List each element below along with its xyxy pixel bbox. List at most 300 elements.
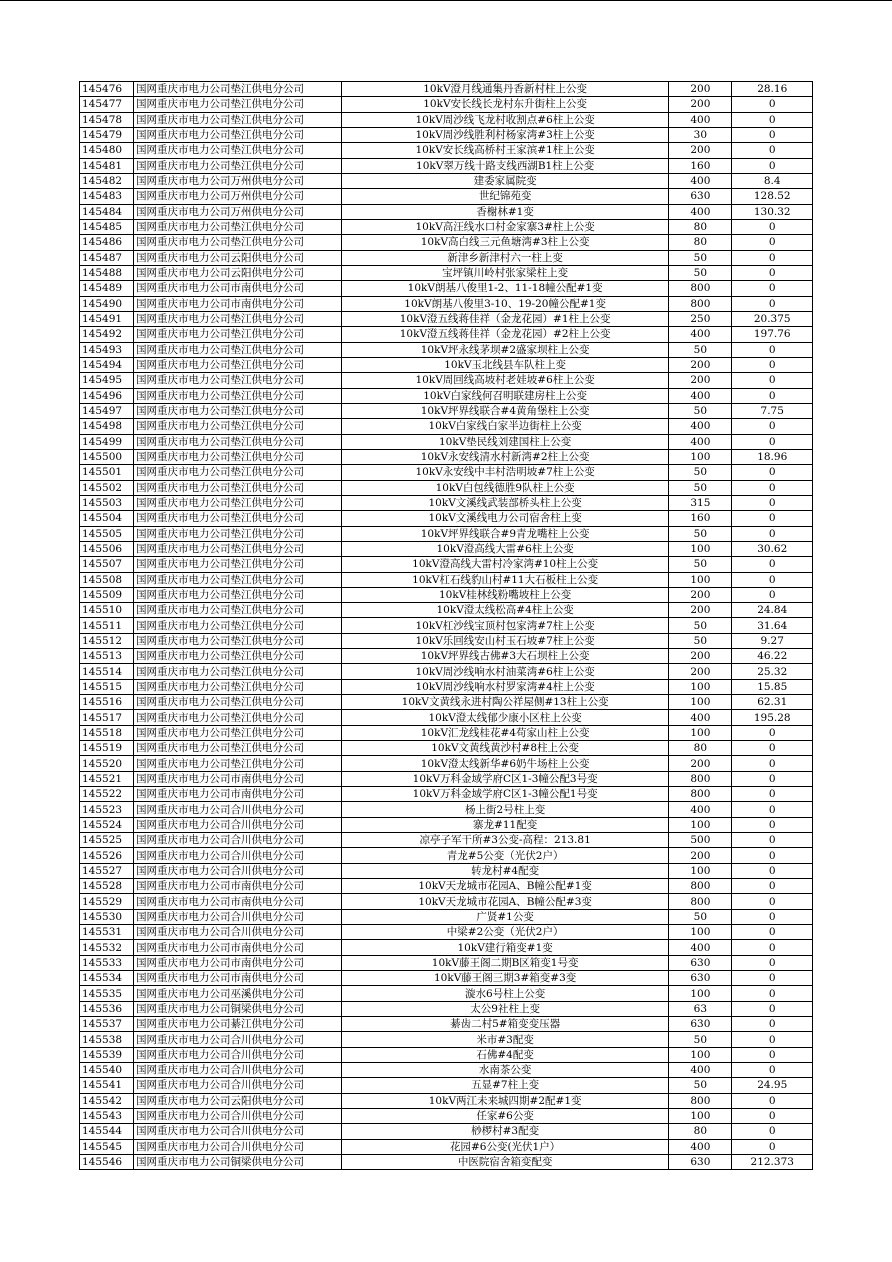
- table-row: [80, 373, 813, 388]
- capacity-cell: 160: [669, 158, 732, 173]
- company-cell: 国网重庆市电力公司垫江供电分公司: [134, 357, 342, 372]
- company-cell: 国网重庆市电力公司垫江供电分公司: [134, 725, 342, 740]
- value-cell: 0: [732, 817, 813, 832]
- capacity-cell: 200: [669, 587, 732, 602]
- transformer-name-cell: 太公9社柱上变: [342, 1001, 669, 1016]
- company-cell: 国网重庆市电力公司市南供电分公司: [134, 879, 342, 894]
- table-row: [80, 909, 813, 924]
- table-row: [80, 1093, 813, 1108]
- record-id-cell: 145480: [80, 143, 134, 158]
- table-row: [80, 1124, 813, 1139]
- table-row: [80, 894, 813, 909]
- record-id-cell: 145503: [80, 495, 134, 510]
- table-row: [80, 480, 813, 495]
- table-row: [80, 541, 813, 556]
- transformer-name-cell: 10kV白包线德胜9队柱上公变: [342, 480, 669, 495]
- table-row: [80, 143, 813, 158]
- table-row: [80, 848, 813, 863]
- record-id-cell: 145482: [80, 173, 134, 188]
- record-id-cell: 145533: [80, 955, 134, 970]
- company-cell: 国网重庆市电力公司垫江供电分公司: [134, 327, 342, 342]
- value-cell: 0: [732, 265, 813, 280]
- company-cell: 国网重庆市电力公司垫江供电分公司: [134, 633, 342, 648]
- record-id-cell: 145518: [80, 725, 134, 740]
- capacity-cell: 200: [669, 143, 732, 158]
- transformer-name-cell: 10kV澄太线新华#6奶牛场柱上公变: [342, 756, 669, 771]
- value-cell: 0: [732, 480, 813, 495]
- transformer-name-cell: 10kV文溪线武装部桥头柱上公变: [342, 495, 669, 510]
- record-id-cell: 145523: [80, 802, 134, 817]
- company-cell: 国网重庆市电力公司合川供电分公司: [134, 833, 342, 848]
- company-cell: 国网重庆市电力公司垫江供电分公司: [134, 235, 342, 250]
- company-cell: 国网重庆市电力公司铜梁供电分公司: [134, 1154, 342, 1169]
- company-cell: 国网重庆市电力公司万州供电分公司: [134, 189, 342, 204]
- value-cell: 0: [732, 1124, 813, 1139]
- record-id-cell: 145498: [80, 419, 134, 434]
- capacity-cell: 100: [669, 449, 732, 464]
- record-id-cell: 145521: [80, 771, 134, 786]
- record-id-cell: 145536: [80, 1001, 134, 1016]
- capacity-cell: 400: [669, 204, 732, 219]
- value-cell: 0: [732, 557, 813, 572]
- company-cell: 国网重庆市电力公司合川供电分公司: [134, 1108, 342, 1123]
- record-id-cell: 145515: [80, 679, 134, 694]
- company-cell: 国网重庆市电力公司垫江供电分公司: [134, 541, 342, 556]
- company-cell: 国网重庆市电力公司垫江供电分公司: [134, 572, 342, 587]
- company-cell: 国网重庆市电力公司合川供电分公司: [134, 1047, 342, 1062]
- capacity-cell: 30: [669, 127, 732, 142]
- value-cell: 0: [732, 741, 813, 756]
- value-cell: 0: [732, 771, 813, 786]
- company-cell: 国网重庆市电力公司市南供电分公司: [134, 940, 342, 955]
- value-cell: 46.22: [732, 649, 813, 664]
- record-id-cell: 145509: [80, 587, 134, 602]
- company-cell: 国网重庆市电力公司合川供电分公司: [134, 1063, 342, 1078]
- transformer-name-cell: 建委家属院变: [342, 173, 669, 188]
- record-id-cell: 145534: [80, 971, 134, 986]
- value-cell: 0: [732, 373, 813, 388]
- value-cell: 0: [732, 572, 813, 587]
- company-cell: 国网重庆市电力公司垫江供电分公司: [134, 112, 342, 127]
- transformer-name-cell: 10kV藤王阁二期B区箱变1号变: [342, 955, 669, 970]
- transformer-name-cell: 10kV翠万线十路支线西湖B1柱上公变: [342, 158, 669, 173]
- table-row: [80, 449, 813, 464]
- company-cell: 国网重庆市电力公司垫江供电分公司: [134, 649, 342, 664]
- value-cell: 20.375: [732, 311, 813, 326]
- transformer-name-cell: 10kV周沙线响水村油菜湾#6柱上公变: [342, 664, 669, 679]
- value-cell: 0: [732, 848, 813, 863]
- company-cell: 国网重庆市电力公司垫江供电分公司: [134, 756, 342, 771]
- capacity-cell: 400: [669, 327, 732, 342]
- company-cell: 国网重庆市电力公司垫江供电分公司: [134, 679, 342, 694]
- transformer-name-cell: 10kV安长线长龙村东升街柱上公变: [342, 97, 669, 112]
- capacity-cell: 200: [669, 603, 732, 618]
- transformer-name-cell: 10kV文溪线电力公司宿舍柱上变: [342, 511, 669, 526]
- record-id-cell: 145525: [80, 833, 134, 848]
- company-cell: 国网重庆市电力公司垫江供电分公司: [134, 465, 342, 480]
- table-row: [80, 403, 813, 418]
- record-id-cell: 145540: [80, 1063, 134, 1078]
- capacity-cell: 800: [669, 281, 732, 296]
- transformer-name-cell: 10kV周沙线胜利村杨家湾#3柱上公变: [342, 127, 669, 142]
- company-cell: 国网重庆市电力公司垫江供电分公司: [134, 603, 342, 618]
- capacity-cell: 50: [669, 1032, 732, 1047]
- transformer-name-cell: 10kV汇龙线桂花#4苟家山柱上公变: [342, 725, 669, 740]
- value-cell: 0: [732, 235, 813, 250]
- table-row: [80, 327, 813, 342]
- table-row: [80, 1078, 813, 1093]
- capacity-cell: 50: [669, 250, 732, 265]
- transformer-name-cell: 10kV天龙城市花园A、B幢公配#3变: [342, 894, 669, 909]
- table-row: [80, 235, 813, 250]
- value-cell: 0: [732, 526, 813, 541]
- table-row: [80, 649, 813, 664]
- company-cell: 国网重庆市电力公司市南供电分公司: [134, 955, 342, 970]
- transformer-name-cell: 杨上街2号柱上变: [342, 802, 669, 817]
- table-row: [80, 250, 813, 265]
- table-body: [80, 82, 813, 1170]
- value-cell: 0: [732, 342, 813, 357]
- transformer-name-cell: 10kV澄高线大雷村冷家湾#10柱上公变: [342, 557, 669, 572]
- table-row: [80, 572, 813, 587]
- record-id-cell: 145481: [80, 158, 134, 173]
- record-id-cell: 145527: [80, 863, 134, 878]
- table-row: [80, 787, 813, 802]
- table-row: [80, 342, 813, 357]
- transformer-name-cell: 10kV周沙线响水村罗家湾#4柱上公变: [342, 679, 669, 694]
- capacity-cell: 400: [669, 434, 732, 449]
- capacity-cell: 400: [669, 112, 732, 127]
- transformer-name-cell: 10kV天龙城市花园A、B幢公配#1变: [342, 879, 669, 894]
- table-row: [80, 741, 813, 756]
- table-row: [80, 817, 813, 832]
- capacity-cell: 800: [669, 894, 732, 909]
- capacity-cell: 100: [669, 725, 732, 740]
- value-cell: 0: [732, 511, 813, 526]
- record-id-cell: 145538: [80, 1032, 134, 1047]
- company-cell: 国网重庆市电力公司合川供电分公司: [134, 1032, 342, 1047]
- capacity-cell: 250: [669, 311, 732, 326]
- data-table-container: [79, 81, 813, 1170]
- value-cell: 0: [732, 419, 813, 434]
- transformer-name-cell: 10kV澄太线松高#4柱上公变: [342, 603, 669, 618]
- record-id-cell: 145514: [80, 664, 134, 679]
- capacity-cell: 200: [669, 97, 732, 112]
- value-cell: 197.76: [732, 327, 813, 342]
- capacity-cell: 200: [669, 357, 732, 372]
- company-cell: 国网重庆市电力公司垫江供电分公司: [134, 557, 342, 572]
- transformer-name-cell: 香榭林#1变: [342, 204, 669, 219]
- capacity-cell: 50: [669, 265, 732, 280]
- transformer-name-cell: 10kV白家线白家半边街柱上公变: [342, 419, 669, 434]
- record-id-cell: 145502: [80, 480, 134, 495]
- transformer-name-cell: 10kV澄五线蒋佳祥（金龙花园）#1柱上公变: [342, 311, 669, 326]
- table-row: [80, 710, 813, 725]
- company-cell: 国网重庆市电力公司垫江供电分公司: [134, 219, 342, 234]
- capacity-cell: 315: [669, 495, 732, 510]
- record-id-cell: 145478: [80, 112, 134, 127]
- value-cell: 0: [732, 434, 813, 449]
- capacity-cell: 800: [669, 879, 732, 894]
- value-cell: 0: [732, 725, 813, 740]
- capacity-cell: 400: [669, 419, 732, 434]
- transformer-name-cell: 10kV坪永线茅坝#2盛家坝柱上公变: [342, 342, 669, 357]
- value-cell: 0: [732, 833, 813, 848]
- capacity-cell: 400: [669, 1139, 732, 1154]
- table-row: [80, 434, 813, 449]
- company-cell: 国网重庆市电力公司垫江供电分公司: [134, 526, 342, 541]
- value-cell: 0: [732, 971, 813, 986]
- table-row: [80, 633, 813, 648]
- record-id-cell: 145495: [80, 373, 134, 388]
- value-cell: 9.27: [732, 633, 813, 648]
- transformer-name-cell: 10kV永安线中丰村浩明坡#7柱上公变: [342, 465, 669, 480]
- capacity-cell: 100: [669, 541, 732, 556]
- company-cell: 国网重庆市电力公司云阳供电分公司: [134, 250, 342, 265]
- value-cell: 0: [732, 219, 813, 234]
- value-cell: 62.31: [732, 695, 813, 710]
- capacity-cell: 100: [669, 817, 732, 832]
- transformer-name-cell: 10kV杠石线豹山村#11大石板柱上公变: [342, 572, 669, 587]
- transformer-name-cell: 10kV周回线高坡村老娃坡#6柱上公变: [342, 373, 669, 388]
- record-id-cell: 145492: [80, 327, 134, 342]
- value-cell: 0: [732, 802, 813, 817]
- value-cell: 18.96: [732, 449, 813, 464]
- transformer-name-cell: 10kV坪界线联合#4黄角堡柱上公变: [342, 403, 669, 418]
- record-id-cell: 145494: [80, 357, 134, 372]
- company-cell: 国网重庆市电力公司市南供电分公司: [134, 296, 342, 311]
- record-id-cell: 145500: [80, 449, 134, 464]
- record-id-cell: 145528: [80, 879, 134, 894]
- record-id-cell: 145497: [80, 403, 134, 418]
- company-cell: 国网重庆市电力公司垫江供电分公司: [134, 618, 342, 633]
- table-row: [80, 925, 813, 940]
- transformer-name-cell: 凉亭子军干所#3公变-高程：213.81: [342, 833, 669, 848]
- value-cell: 0: [732, 143, 813, 158]
- company-cell: 国网重庆市电力公司市南供电分公司: [134, 771, 342, 786]
- value-cell: 0: [732, 894, 813, 909]
- transformer-name-cell: 转龙村#4配变: [342, 863, 669, 878]
- value-cell: 0: [732, 1063, 813, 1078]
- table-row: [80, 756, 813, 771]
- capacity-cell: 50: [669, 465, 732, 480]
- transformer-name-cell: 10kV乐回线安山村玉石坡#7柱上公变: [342, 633, 669, 648]
- table-row: [80, 863, 813, 878]
- capacity-cell: 400: [669, 388, 732, 403]
- value-cell: 0: [732, 296, 813, 311]
- capacity-cell: 200: [669, 82, 732, 97]
- capacity-cell: 80: [669, 219, 732, 234]
- value-cell: 0: [732, 909, 813, 924]
- transformer-name-cell: 10kV万科金域学府C区1-3幢公配3号变: [342, 771, 669, 786]
- table-row: [80, 173, 813, 188]
- transformer-name-cell: 五显#7柱上变: [342, 1078, 669, 1093]
- table-row: [80, 557, 813, 572]
- value-cell: 25.32: [732, 664, 813, 679]
- transformer-name-cell: 10kV杠沙线宝顶村包家湾#7柱上公变: [342, 618, 669, 633]
- table-row: [80, 879, 813, 894]
- company-cell: 国网重庆市电力公司合川供电分公司: [134, 848, 342, 863]
- record-id-cell: 145506: [80, 541, 134, 556]
- capacity-cell: 50: [669, 480, 732, 495]
- record-id-cell: 145513: [80, 649, 134, 664]
- value-cell: 30.62: [732, 541, 813, 556]
- table-row: [80, 265, 813, 280]
- table-row: [80, 82, 813, 97]
- table-row: [80, 495, 813, 510]
- capacity-cell: 100: [669, 1108, 732, 1123]
- capacity-cell: 63: [669, 1001, 732, 1016]
- capacity-cell: 50: [669, 557, 732, 572]
- table-row: [80, 511, 813, 526]
- value-cell: 0: [732, 925, 813, 940]
- record-id-cell: 145539: [80, 1047, 134, 1062]
- table-row: [80, 281, 813, 296]
- table-row: [80, 771, 813, 786]
- table-row: [80, 1108, 813, 1123]
- transformer-name-cell: 石佛#4配变: [342, 1047, 669, 1062]
- transformer-name-cell: 10kV周沙线飞龙村收割点#6柱上公变: [342, 112, 669, 127]
- capacity-cell: 200: [669, 373, 732, 388]
- record-id-cell: 145487: [80, 250, 134, 265]
- capacity-cell: 200: [669, 649, 732, 664]
- transformer-table: [79, 81, 813, 1170]
- company-cell: 国网重庆市电力公司市南供电分公司: [134, 894, 342, 909]
- table-row: [80, 603, 813, 618]
- transformer-name-cell: 10kV澄五线蒋佳祥（金龙花园）#2柱上公变: [342, 327, 669, 342]
- value-cell: 0: [732, 1093, 813, 1108]
- record-id-cell: 145477: [80, 97, 134, 112]
- record-id-cell: 145501: [80, 465, 134, 480]
- record-id-cell: 145496: [80, 388, 134, 403]
- record-id-cell: 145516: [80, 695, 134, 710]
- table-row: [80, 189, 813, 204]
- transformer-name-cell: 10kV白家线何召明联建房柱上公变: [342, 388, 669, 403]
- capacity-cell: 200: [669, 664, 732, 679]
- record-id-cell: 145545: [80, 1139, 134, 1154]
- capacity-cell: 50: [669, 403, 732, 418]
- record-id-cell: 145541: [80, 1078, 134, 1093]
- company-cell: 国网重庆市电力公司垫江供电分公司: [134, 710, 342, 725]
- capacity-cell: 800: [669, 1093, 732, 1108]
- capacity-cell: 630: [669, 1017, 732, 1032]
- value-cell: 130.32: [732, 204, 813, 219]
- transformer-name-cell: 广贤#1公变: [342, 909, 669, 924]
- company-cell: 国网重庆市电力公司合川供电分公司: [134, 1139, 342, 1154]
- company-cell: 国网重庆市电力公司垫江供电分公司: [134, 143, 342, 158]
- value-cell: 24.95: [732, 1078, 813, 1093]
- table-row: [80, 1139, 813, 1154]
- company-cell: 国网重庆市电力公司垫江供电分公司: [134, 97, 342, 112]
- value-cell: 0: [732, 587, 813, 602]
- record-id-cell: 145517: [80, 710, 134, 725]
- company-cell: 国网重庆市电力公司垫江供电分公司: [134, 419, 342, 434]
- record-id-cell: 145519: [80, 741, 134, 756]
- company-cell: 国网重庆市电力公司垫江供电分公司: [134, 403, 342, 418]
- capacity-cell: 80: [669, 1124, 732, 1139]
- table-row: [80, 97, 813, 112]
- table-row: [80, 725, 813, 740]
- company-cell: 国网重庆市电力公司巫溪供电分公司: [134, 986, 342, 1001]
- company-cell: 国网重庆市电力公司铜梁供电分公司: [134, 1001, 342, 1016]
- table-row: [80, 112, 813, 127]
- capacity-cell: 400: [669, 1063, 732, 1078]
- value-cell: 0: [732, 1017, 813, 1032]
- value-cell: 0: [732, 112, 813, 127]
- record-id-cell: 145484: [80, 204, 134, 219]
- table-row: [80, 955, 813, 970]
- capacity-cell: 100: [669, 679, 732, 694]
- record-id-cell: 145535: [80, 986, 134, 1001]
- company-cell: 国网重庆市电力公司垫江供电分公司: [134, 82, 342, 97]
- table-row: [80, 388, 813, 403]
- capacity-cell: 100: [669, 986, 732, 1001]
- capacity-cell: 200: [669, 756, 732, 771]
- transformer-name-cell: 任家#6公变: [342, 1108, 669, 1123]
- value-cell: 0: [732, 1032, 813, 1047]
- transformer-name-cell: 宝坪镇川岭村张家梁柱上变: [342, 265, 669, 280]
- record-id-cell: 145543: [80, 1108, 134, 1123]
- value-cell: 0: [732, 357, 813, 372]
- transformer-name-cell: 綦齿二村5#箱变变压器: [342, 1017, 669, 1032]
- table-row: [80, 1047, 813, 1062]
- transformer-name-cell: 10kV万科金域学府C区1-3幢公配1号变: [342, 787, 669, 802]
- transformer-name-cell: 10kV高白线三元鱼塘湾#3柱上公变: [342, 235, 669, 250]
- capacity-cell: 50: [669, 342, 732, 357]
- transformer-name-cell: 10kV澄月线通集丹香新村柱上公变: [342, 82, 669, 97]
- company-cell: 国网重庆市电力公司合川供电分公司: [134, 802, 342, 817]
- record-id-cell: 145522: [80, 787, 134, 802]
- capacity-cell: 100: [669, 572, 732, 587]
- table-row: [80, 311, 813, 326]
- company-cell: 国网重庆市电力公司合川供电分公司: [134, 863, 342, 878]
- company-cell: 国网重庆市电力公司云阳供电分公司: [134, 265, 342, 280]
- table-row: [80, 127, 813, 142]
- company-cell: 国网重庆市电力公司垫江供电分公司: [134, 480, 342, 495]
- value-cell: 195.28: [732, 710, 813, 725]
- table-row: [80, 986, 813, 1001]
- record-id-cell: 145476: [80, 82, 134, 97]
- capacity-cell: 100: [669, 695, 732, 710]
- table-row: [80, 465, 813, 480]
- table-row: [80, 1154, 813, 1169]
- transformer-name-cell: 米市#3配变: [342, 1032, 669, 1047]
- record-id-cell: 145479: [80, 127, 134, 142]
- capacity-cell: 50: [669, 526, 732, 541]
- record-id-cell: 145483: [80, 189, 134, 204]
- transformer-name-cell: 10kV玉北线县车队柱上变: [342, 357, 669, 372]
- transformer-name-cell: 青龙#5公变（光伏2户）: [342, 848, 669, 863]
- capacity-cell: 630: [669, 955, 732, 970]
- company-cell: 国网重庆市电力公司市南供电分公司: [134, 787, 342, 802]
- record-id-cell: 145511: [80, 618, 134, 633]
- value-cell: 0: [732, 465, 813, 480]
- capacity-cell: 50: [669, 618, 732, 633]
- record-id-cell: 145542: [80, 1093, 134, 1108]
- transformer-name-cell: 10kV桂林线粉嘴坡柱上公变: [342, 587, 669, 602]
- value-cell: 0: [732, 495, 813, 510]
- company-cell: 国网重庆市电力公司合川供电分公司: [134, 909, 342, 924]
- record-id-cell: 145504: [80, 511, 134, 526]
- record-id-cell: 145485: [80, 219, 134, 234]
- record-id-cell: 145508: [80, 572, 134, 587]
- table-row: [80, 357, 813, 372]
- value-cell: 0: [732, 250, 813, 265]
- capacity-cell: 630: [669, 1154, 732, 1169]
- record-id-cell: 145520: [80, 756, 134, 771]
- transformer-name-cell: 10kV永安线清水村新湾#2柱上公变: [342, 449, 669, 464]
- company-cell: 国网重庆市电力公司垫江供电分公司: [134, 388, 342, 403]
